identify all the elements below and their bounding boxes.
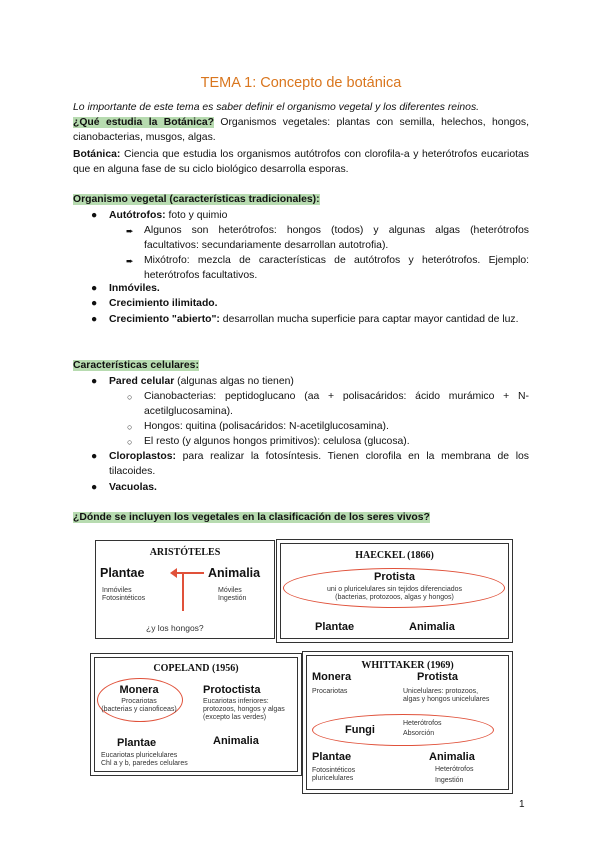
kingdom-animalia: Animalia [213,735,259,747]
protoctista-desc: protozoos, hongos y algas [203,706,285,713]
kingdom-plantae: Plantae [315,621,355,633]
section-heading: ¿Dónde se incluyen los vegetales en la clasificación de los seres vivos? [73,512,430,523]
plantae-desc: Inmóviles [102,587,132,594]
bullet-icon: ● [91,482,98,493]
item-label: Pared celular [109,376,175,387]
definition-botanica [73,148,529,177]
bullet-icon: ● [91,298,98,309]
question-label: ¿Qué estudia la Botánica? [73,117,214,128]
list-subitem: Mixótrofo: mezcla de características de autótrofos y heterótrofos. Ejemplo: heterótrofos facultativos. [144,255,529,281]
kingdom-protoctista: Protoctista [203,684,261,696]
bullet-icon: ● [91,314,98,325]
protista-desc: uni o pluricelulares sin tejidos diferenciados [326,586,463,593]
bullet-icon: ● [91,451,98,462]
diagram-header: WHITTAKER (1969) [361,660,454,671]
kingdom-animalia: Animalia [409,621,455,633]
item-label: Cloroplastos: [109,451,176,462]
definition-label: Botánica: [73,149,121,160]
list-subitem: Hongos: quitina (polisacáridos: N-acetilglucosamina). [144,421,389,432]
protoctista-desc: Eucariotas inferiores: [203,698,269,705]
fungi-desc: Absorción [403,730,435,737]
list-subitem: El resto (y algunos hongos primitivos): celulosa (glucosa). [144,436,410,447]
item-label: Crecimiento "abierto": [109,314,220,325]
kingdom-fungi: Fungi [345,724,375,736]
animalia-desc: Ingestión [218,595,247,602]
protista-desc: Unicelulares: protozoos, [403,688,479,695]
protoctista-desc: (excepto las verdes) [203,714,267,721]
page-number: 1 [519,799,525,810]
plantae-desc: Eucariotas pluricelulares [101,752,178,759]
item-text: desarrollan mucha superficie para captar mayor cantidad de luz. [219,314,519,325]
section-clasificacion-heading [73,511,529,526]
diagram-header: ARISTÓTELES [149,547,221,558]
list-item: Crecimiento ilimitado. [109,298,218,309]
kingdom-animalia: Animalia [429,751,475,763]
bullet-icon: ● [91,210,98,221]
monera-desc: Procariotas [121,698,157,705]
arrow-bullet-icon: ➨ [126,226,134,236]
list-subitem: Algunos son heterótrofos: hongos (todos) y algunas algas (heterótrofos facultativos: secundariamente desarrollan autotrofia). [144,225,529,251]
list-item [109,375,294,390]
circle-bullet-icon: ○ [127,422,133,432]
plantae-desc: pluricelulares [312,775,354,782]
section-heading: Organismo vegetal (características tradicionales): [73,194,320,205]
list-subitem: Cianobacterias: peptidoglucano (aa + polisacáridos: ácido murámico + N-acetilglucosamina). [144,391,529,417]
list-item [109,450,529,479]
bullet-icon: ● [91,376,98,387]
aristoteles-diagram [95,540,275,639]
section-organismo-heading [73,193,529,208]
animalia-desc: Móviles [218,587,242,594]
section-heading: Características celulares: [73,360,199,371]
arrow-icon [164,567,208,615]
protista-desc: algas y hongos unicelulares [403,696,490,703]
animalia-desc: Heterótrofos [435,766,474,773]
kingdom-plantae: Plantae [312,751,352,763]
section-celulares-heading [73,359,529,374]
list-item [109,313,529,328]
circle-bullet-icon: ○ [127,437,133,447]
page-title: TEMA 1: Concepto de botánica [200,75,402,91]
kingdom-protista: Protista [374,571,415,583]
kingdom-monera: Monera [119,684,159,696]
kingdom-protista: Protista [417,671,458,683]
whittaker-diagram [306,655,509,790]
plantae-desc: Fotosintéticos [312,767,356,774]
diagram-header: COPELAND (1956) [153,663,239,674]
arrow-bullet-icon: ➨ [126,256,134,266]
item-text: foto y quimio [165,210,228,221]
haeckel-diagram [280,543,509,639]
bullet-icon: ● [91,283,98,294]
copeland-diagram [94,657,298,772]
monera-desc: Procariotas [312,688,348,695]
question-botanica [73,116,529,145]
item-label: Autótrofos: [109,210,166,221]
protista-desc: (bacterias, protozoos, algas y hongos) [335,594,454,601]
plantae-desc: Fotosintéticos [102,595,146,602]
circle-bullet-icon: ○ [127,392,133,402]
intro-text: Lo importante de este tema es saber definir el organismo vegetal y los diferentes reinos. [73,102,480,113]
kingdom-plantae: Plantae [100,566,145,580]
item-text: para realizar la fotosíntesis. Tienen clorofila en la membrana de los tilacoides. [109,451,529,477]
kingdom-plantae: Plantae [117,737,157,749]
diagram-header: HAECKEL (1866) [355,550,434,561]
fungi-desc: Heterótrofos [403,720,442,727]
item-text: (algunas algas no tienen) [174,376,294,387]
list-item [109,209,529,224]
hongos-question: ¿y los hongos? [146,623,204,633]
question-answer: Organismos vegetales: plantas con semilla, helechos, hongos, cianobacterias, musgos, algas. [73,117,529,143]
animalia-desc: Ingestión [435,777,464,784]
plantae-desc: Chl a y b, paredes celulares [101,760,188,767]
list-item: Vacuolas. [109,482,157,493]
kingdom-monera: Monera [312,671,352,683]
list-item: Inmóviles. [109,283,160,294]
definition-text: Ciencia que estudia los organismos autótrofos con clorofila-a y heterótrofos eucariotas que en alguna fase de su ciclo biológico desarrolla esporas. [73,149,529,175]
kingdom-animalia: Animalia [208,566,261,580]
monera-desc: (bacterias y cianoficeas) [101,706,177,713]
